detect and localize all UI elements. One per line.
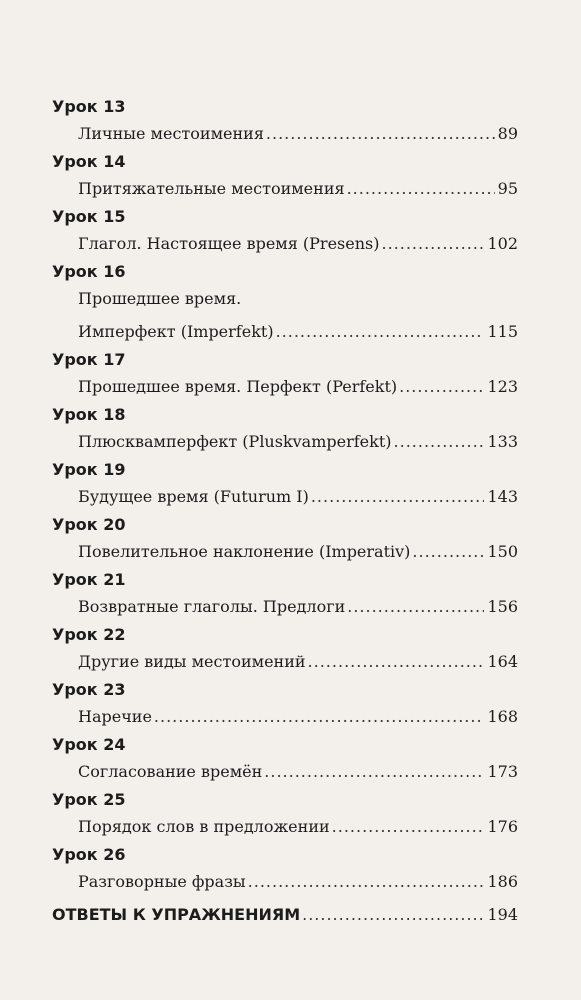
entry-page-number: 173 (487, 762, 518, 781)
toc-lesson-13 (52, 94, 518, 149)
dot-leader (394, 429, 485, 454)
toc-lesson-21 (52, 567, 518, 622)
lesson-title: Урок 25 (52, 790, 126, 809)
dot-leader (412, 539, 484, 564)
entry-page-number: 133 (487, 432, 518, 451)
lesson-title: Урок 20 (52, 515, 126, 534)
lesson-title: Урок 23 (52, 680, 126, 699)
entry-text: Повелительное наклонение (Imperativ) (78, 542, 411, 561)
toc-lesson-16 (52, 259, 518, 347)
toc-entry (52, 594, 518, 622)
entry-page-number: 143 (487, 487, 518, 506)
entry-text: Согласование времён (78, 762, 263, 781)
toc-entry (52, 704, 518, 732)
lesson-title: Урок 21 (52, 570, 126, 589)
toc-entry (52, 319, 518, 347)
dot-leader (381, 231, 484, 256)
entry-page-number: 164 (487, 652, 518, 671)
toc-lesson-14 (52, 149, 518, 204)
toc-entry (52, 869, 518, 897)
toc-entry (52, 374, 518, 402)
entry-page-number: 176 (487, 817, 518, 836)
entry-text: Личные местоимения (78, 124, 264, 143)
entry-text: Другие виды местоимений (78, 652, 306, 671)
lesson-title: Урок 26 (52, 845, 126, 864)
lesson-title: Урок 22 (52, 625, 126, 644)
dot-leader (154, 704, 485, 729)
dot-leader (248, 869, 485, 894)
entry-page-number: 102 (487, 234, 518, 253)
entry-page-number: 115 (487, 322, 518, 341)
entry-page-number: 89 (497, 124, 518, 143)
dot-leader (264, 759, 484, 784)
toc-lesson-15 (52, 204, 518, 259)
toc-lesson-23 (52, 677, 518, 732)
entry-text: Возвратные глаголы. Предлоги (78, 597, 346, 616)
toc-entry (52, 649, 518, 677)
dot-leader (311, 484, 485, 509)
toc-entry (52, 231, 518, 259)
dot-leader (266, 121, 495, 146)
toc-lesson-26 (52, 842, 518, 897)
entry-page-number: 123 (487, 377, 518, 396)
answers-page-number: 194 (487, 905, 518, 924)
table-of-contents (52, 94, 518, 897)
lesson-title: Урок 13 (52, 97, 126, 116)
dot-leader (276, 319, 485, 344)
toc-lesson-17 (52, 347, 518, 402)
entry-page-number: 168 (487, 707, 518, 726)
entry-page-number: 150 (487, 542, 518, 561)
toc-entry (52, 814, 518, 842)
dot-leader (308, 649, 485, 674)
dot-leader (302, 902, 484, 927)
entry-page-number: 95 (497, 179, 518, 198)
entry-text-first-line: Прошедшее время. (78, 289, 242, 308)
toc-answers-entry (52, 902, 518, 927)
entry-page-number: 186 (487, 872, 518, 891)
toc-entry (52, 539, 518, 567)
toc-entry (52, 429, 518, 457)
entry-text: Наречие (78, 707, 152, 726)
toc-lesson-25 (52, 787, 518, 842)
entry-text: Плюсквамперфект (Pluskvamperfekt) (78, 432, 392, 451)
lesson-title: Урок 16 (52, 262, 126, 281)
entry-text: Порядок слов в предложении (78, 817, 330, 836)
dot-leader (399, 374, 484, 399)
dot-leader (347, 594, 484, 619)
toc-entry (52, 176, 518, 204)
entry-text: Глагол. Настоящее время (Presens) (78, 234, 380, 253)
lesson-title: Урок 17 (52, 350, 126, 369)
entry-page-number: 156 (487, 597, 518, 616)
lesson-title: Урок 15 (52, 207, 126, 226)
lesson-title: Урок 18 (52, 405, 126, 424)
toc-lesson-19 (52, 457, 518, 512)
toc-entry (52, 484, 518, 512)
toc-lesson-18 (52, 402, 518, 457)
entry-text: Прошедшее время. Перфект (Perfekt) (78, 377, 398, 396)
answers-label: ОТВЕТЫ К УПРАЖНЕНИЯМ (52, 905, 301, 924)
dot-leader (347, 176, 495, 201)
toc-entry (52, 759, 518, 787)
entry-text: Разговорные фразы (78, 872, 246, 891)
toc-entry (52, 121, 518, 149)
toc-lesson-22 (52, 622, 518, 677)
toc-lesson-24 (52, 732, 518, 787)
entry-text: Будущее время (Futurum I) (78, 487, 309, 506)
lesson-title: Урок 24 (52, 735, 126, 754)
dot-leader (332, 814, 485, 839)
entry-text: Притяжательные местоимения (78, 179, 345, 198)
entry-text: Имперфект (Imperfekt) (78, 322, 274, 341)
lesson-title: Урок 14 (52, 152, 126, 171)
toc-lesson-20 (52, 512, 518, 567)
lesson-title: Урок 19 (52, 460, 126, 479)
